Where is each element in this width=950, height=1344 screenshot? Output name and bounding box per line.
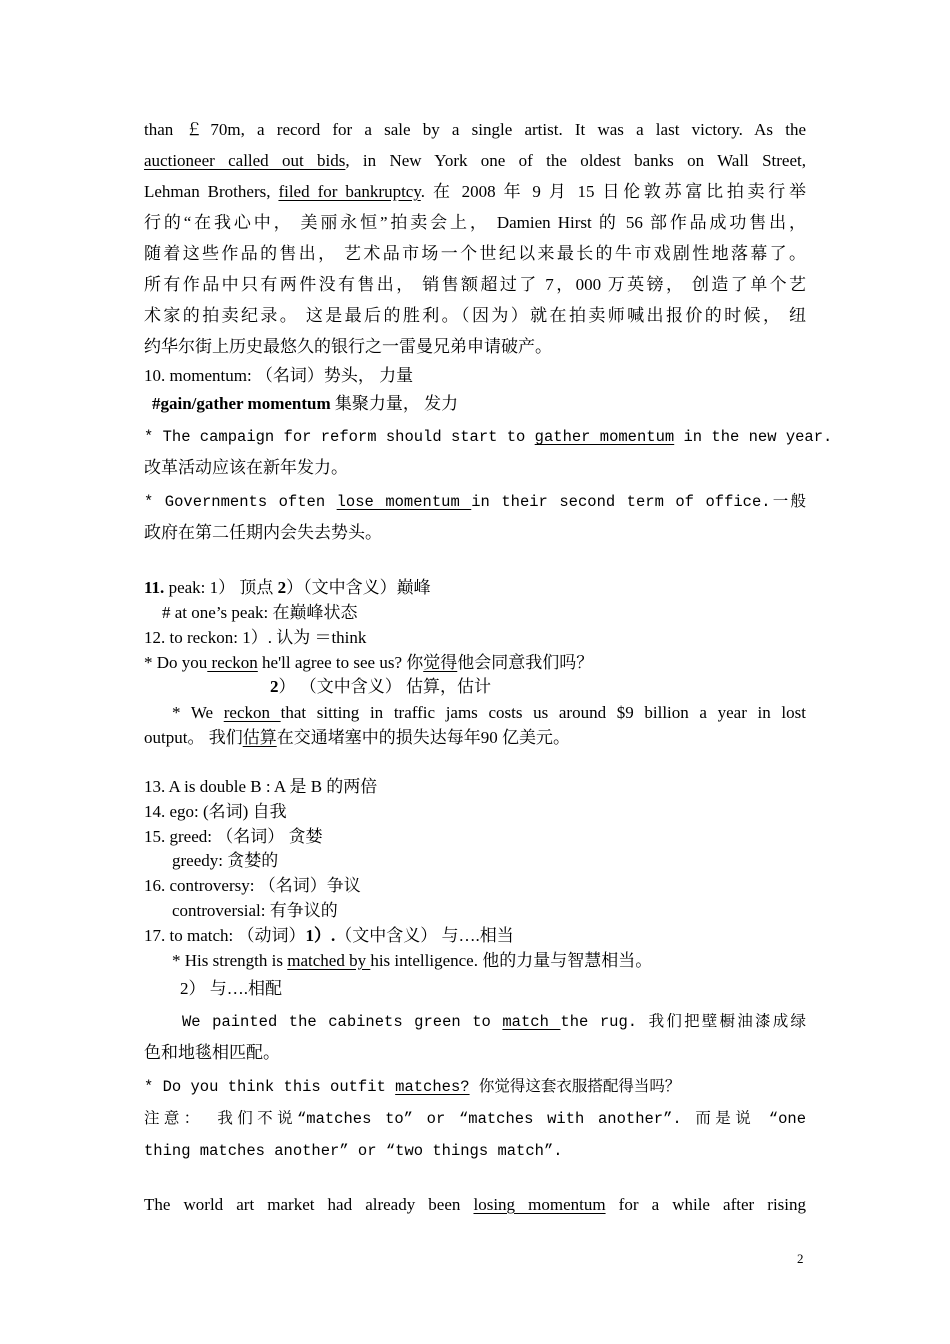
para1-line4: 行的“在我心中， 美丽永恒”拍卖会上， Damien Hirst 的 56 部作品成功售出， [144, 213, 806, 232]
entry-11-heading: 11. peak: 1） 顶点 2）（文中含义）巅峰 [144, 578, 431, 597]
para1-line3: Lehman Brothers, filed for bankruptcy. 在 2008 年 9 月 15 日伦敦苏富比拍卖行举 [144, 182, 806, 201]
entry-12-sense-2: 2） （文中含义） 估算，估计 [270, 677, 491, 696]
entry-13: 13. A is double B : A 是 B 的两倍 [144, 777, 378, 796]
entry-17-note-line1: 注意： 我们不说“matches to” or “matches with another”. 而是说 “one [144, 1110, 806, 1128]
entry-17-example-1: * His strength is matched by his intelligence. 他的力量与智慧相当。 [172, 951, 653, 970]
entry-17-sense-2: 2） 与….相配 [180, 979, 282, 998]
para1-line5: 随着这些作品的售出， 艺术品市场一个世纪以来最长的牛市戏剧性地落幕了。 [144, 244, 806, 263]
entry-17-example-3: * Do you think this outfit matches? 你觉得这套衣服搭配得当吗？ [144, 1078, 681, 1096]
closing-paragraph-line: The world art market had already been losing momentum for a while after rising [144, 1195, 807, 1214]
entry-12-heading: 12. to reckon: 1）. 认为 ＝think [144, 628, 367, 647]
entry-12-example-2-cont: output。 我们估算在交通堵塞中的损失达每年90 亿美元。 [144, 728, 570, 747]
entry-14: 14. ego: (名词) 自我 [144, 802, 287, 821]
entry-16-heading: 16. controversy: （名词）争议 [144, 876, 361, 895]
entry-17-example-2-cont: 色和地毯相匹配。 [144, 1043, 280, 1062]
entry-10-example-1: * The campaign for reform should start to gather momentum in the new year. [144, 428, 833, 446]
entry-15-heading: 15. greed: （名词） 贪婪 [144, 827, 323, 846]
underlined-phrase: auctioneer called out bids [144, 151, 346, 170]
entry-10-heading: 10. momentum: （名词）势头， 力量 [144, 366, 414, 385]
para1-line1: than ￡70m, a record for a sale by a single artist. It was a last victory. As the [144, 120, 806, 139]
entry-17-note-line2: thing matches another” or “two things match”. [144, 1142, 563, 1160]
entry-10-example-1-translation: 改革活动应该在新年发力。 [144, 458, 348, 477]
para1-line2: auctioneer called out bids, in New York one of the oldest banks on Wall Street, [144, 151, 806, 170]
entry-15-sub: greedy: 贪婪的 [172, 851, 279, 870]
entry-12-example-2: * We reckon that sitting in traffic jams costs us around $9 billion a year in lost [172, 703, 806, 722]
page-number: 2 [797, 1251, 804, 1266]
entry-11-phrase: # at one’s peak: 在巅峰状态 [162, 603, 358, 622]
para1-line6: 所有作品中只有两件没有售出， 销售额超过了 7，000 万英镑， 创造了单个艺 [144, 275, 806, 294]
entry-10-example-2-translation: 政府在第二任期内会失去势头。 [144, 523, 382, 542]
entry-12-example-1: * Do you reckon he'll agree to see us? 你觉得他会同意我们吗？ [144, 653, 594, 672]
underlined-phrase: filed for bankruptcy [278, 182, 421, 201]
entry-10-example-2: * Governments often lose momentum in their second term of office.一般 [144, 493, 806, 511]
entry-17-heading: 17. to match: （动词）1）.（文中含义） 与….相当 [144, 926, 514, 945]
entry-17-example-2: We painted the cabinets green to match the rug. 我们把壁橱油漆成绿 [182, 1013, 806, 1031]
entry-10-phrase: #gain/gather momentum 集聚力量， 发力 [152, 394, 459, 413]
para1-line8: 约华尔街上历史最悠久的银行之一雷曼兄弟申请破产。 [144, 337, 552, 356]
entry-16-sub: controversial: 有争议的 [172, 901, 338, 920]
para1-line7: 术家的拍卖纪录。 这是最后的胜利。（因为）就在拍卖师喊出报价的时候， 纽 [144, 306, 806, 325]
